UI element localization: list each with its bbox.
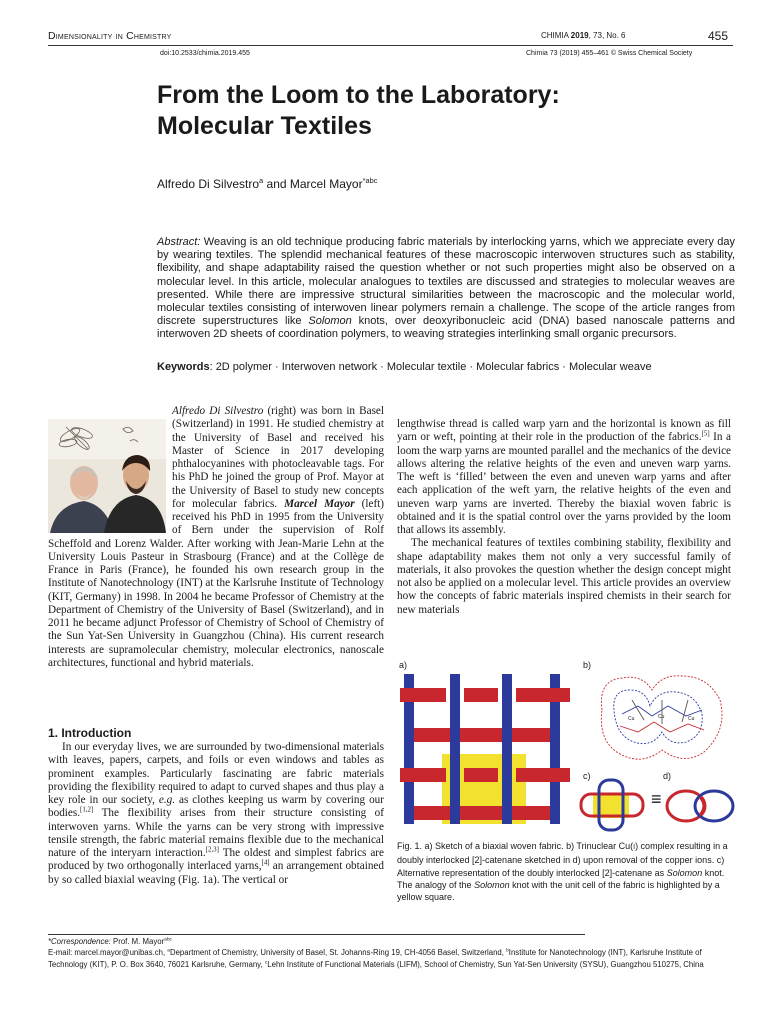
- intro-eg: e.g.: [158, 794, 176, 806]
- caption-text-4: knot with the unit cell of the fabric is highlighted by a yellow square.: [397, 879, 720, 903]
- abstract: [157, 236, 735, 342]
- bio-name-2: Marcel Mayor: [284, 497, 355, 510]
- catenane-diagram: [664, 784, 736, 828]
- affiliations: [48, 947, 738, 970]
- paragraph-1-text-b: In a loom the warp yarns are mounted parallel and the mechanics of the device allows altering the relative heights of the even and uneven warp yarns. The weft is ‘filled’ between the even and uneven warp yarns and after each application of the weft yarn, the relative heights of the even and uneven warp yarns are inverted. Thereby the biaxial woven fabric is obtained and it is the spatial control over the yarns provided by the loom that allows its assembly.: [397, 431, 731, 536]
- intro-text-1: In our everyday lives, we are surrounded by two-dimensional materials with leaves, papers, carpets, and foils or even windows and tables as prominent examples. Particularly fascinating are fabric materials providing the flexibility required to adapt to curved shapes and thus play a key role in our society,: [48, 741, 384, 806]
- author-bio: [48, 405, 384, 670]
- intro-text-4: The oldest and simplest fabrics are produced by two orthogonally interlaced yarns,: [48, 847, 384, 873]
- caption-solomon-2: Solomon: [474, 879, 510, 890]
- bio-text-2: (left) received his PhD in 1995 from the University of Bern under the supervision of Rolf Scheffold and Lorenz Walder. After working with Jean-Marie Lehn at the University Louis Pasteur in Strasbourg (France) and at the Collège de France in Paris (France), he founded his own research group in the Institute of Nanotechnology (INT) at the Karlsruhe Institute of Technology (KIT, Germany) in 1998. In 2004 he became Professor of Chemistry at the Department of Chemistry of the University of Basel (Switzerland), and in 2011 he became adjunct Professor of Chemistry of School of Chemistry of the Sun Yat-Sen University in Guangzhou (China). His current research interests are supramolecular chemistry, molecular electronics, nanoscale architectures, functional and hybrid materials.: [48, 497, 384, 669]
- paragraph-1: [397, 418, 731, 537]
- abstract-text-1: Weaving is an old technique producing fabric materials by interlocking yarns, which we appreciate every day by wearing textiles. The splendid mechanical features of these macroscopic interwoven structures such as stability, flexibility, and shape adaptability raised the question whether or not such properties might also be observed on a molecular level. In this article, molecular analogues to textiles are discussed and strategies to molecular weaves are presented. While there are impressive structural similarities between the macroscopic and the molecular world, molecular textiles consisting of interwoven linear polymers remain a challenge. The scope of the article ranges from discrete superstructures like: [157, 236, 735, 328]
- article-title: [157, 80, 717, 142]
- footnote-rule: [48, 934, 585, 935]
- abstract-solomon: Solomon: [308, 315, 352, 328]
- cu-label-2: Cu: [658, 714, 665, 720]
- cu-label-1: Cu: [628, 716, 635, 722]
- journal-volume: , 73, No. 6: [588, 31, 626, 40]
- figure-label-d: d): [663, 771, 672, 781]
- caption-text-1: Fig. 1. a) Sketch of a biaxial woven fabric. b) Trinuclear Cu(: [397, 841, 634, 851]
- intro-text-3: The flexibility arises from their structure consisting of interwoven yarns. While the yarns can be very strong with impressive tensile strength, the fabric material remains flexible due to the mechanical nature of the interyarn interaction.: [48, 807, 384, 859]
- caption-text-2: ) complex resulting in a doubly interlocked [2]-catenane sketched in d) upon removal of the copper ions. c) Alternative representation of the doubly interlocked [2]-catenane as: [397, 841, 728, 878]
- author-photo: [48, 419, 166, 533]
- paragraph-1-text-a: lengthwise thread is called warp yarn and the horizontal is known as fill yarn or weft, pointing at their role in the production of the fabrics.: [397, 418, 731, 444]
- affiliation-a: Department of Chemistry, University of Basel, St. Johanns-Ring 19, CH-4056 Basel, Switzerland,: [169, 948, 507, 958]
- correspondence-sup: abc: [164, 937, 172, 943]
- paragraph-1-ref[interactable]: [5]: [701, 429, 710, 438]
- aff-c-sup: c: [264, 960, 268, 965]
- keywords: [157, 361, 735, 373]
- email[interactable]: E-mail: marcel.mayor@unibas.ch,: [48, 948, 168, 958]
- right-column-text: [397, 418, 731, 617]
- author-photo-image: [48, 419, 166, 533]
- cu-label-3: Cu: [688, 716, 695, 722]
- caption-solomon-1: Solomon: [666, 867, 703, 878]
- affiliation-c: Lehn Institute of Functional Materials (LIFM), School of Chemistry, Sun Yat-Sen University (SYSU), Guangzhou 510275, China: [267, 959, 704, 969]
- equivalence-sign: ≡: [651, 789, 662, 809]
- aff-a-sup: a: [167, 948, 170, 954]
- doi[interactable]: doi:10.2533/chimia.2019.455: [160, 50, 250, 57]
- keywords-label: Keywords: [157, 361, 210, 373]
- author-connector: and: [263, 177, 290, 191]
- caption-text-3: knot. The analogy of the: [397, 867, 725, 890]
- author-2-affiliation: *abc: [362, 176, 378, 185]
- keywords-text: : 2D polymer · Interwoven network · Molecular textile · Molecular fabrics · Molecular weave: [209, 361, 652, 373]
- abstract-label: Abstract:: [157, 236, 201, 248]
- affiliation-b: Institute for Nanotechnology (INT), Karlsruhe Institute of Technology (KIT), P. O. Box 3640, 76021 Karlsruhe, Germany,: [48, 948, 702, 969]
- author-1-affiliation: a: [259, 176, 264, 185]
- introduction-text: [48, 741, 384, 887]
- author-2: Marcel Mayor: [289, 177, 363, 191]
- author-1: Alfredo Di Silvestro: [157, 177, 260, 191]
- title-line-1: From the Loom to the Laboratory:: [157, 81, 560, 109]
- correspondence-name: Prof. M. Mayor: [110, 937, 165, 946]
- paragraph-2: The mechanical features of textiles combining stability, flexibility and shape adaptability makes them not only a very successful family of materials, it also provokes the question whether the design concept might not also be applied on a molecular level. This article provides an overview how the concepts of fabric materials inspired chemists in their search for new materials: [397, 537, 731, 616]
- page-number: 455: [708, 29, 729, 43]
- aff-b-sup: b: [506, 948, 509, 954]
- abstract-text-2: knots, over deoxyribonucleic acid (DNA) based nanoscale patterns and interwoven 2D sheets of coordination polymers, to weaving strategies interlinking small organic precursors.: [157, 315, 735, 341]
- figure-label-a: a): [399, 660, 408, 670]
- bio-text-1: (right) was born in Basel (Switzerland) in 1991. He studied chemistry at the University of Basel and received his Master of Science in 2017 developing phthalocyanines with photocleavable tags. For his PhD he joined the group of Prof. Mayor at the University of Basel to study new concepts for molecular fabrics.: [172, 405, 384, 510]
- woven-fabric-sketch: [400, 672, 570, 832]
- authors: [157, 177, 377, 191]
- figure-label-b: b): [583, 660, 592, 670]
- correspondence-label: *Correspondence:: [48, 937, 111, 946]
- caption-oxidation-state: I: [633, 844, 636, 851]
- figure-caption: [397, 840, 732, 903]
- intro-ref-2[interactable]: [2,3]: [205, 845, 219, 854]
- bio-name-1: Alfredo Di Silvestro: [172, 405, 264, 417]
- intro-ref-3[interactable]: [4]: [261, 858, 270, 867]
- journal-year: 2019: [570, 31, 589, 40]
- citation: Chimia 73 (2019) 455–461 © Swiss Chemical Society: [526, 50, 693, 57]
- figure-label-c: c): [583, 771, 591, 781]
- intro-text-2: as clothes keeping us warm by covering our bodies.: [48, 794, 384, 820]
- copper-complex-structure: [592, 670, 732, 770]
- section-header: Dimensionality in Chemistry: [48, 30, 172, 42]
- section-heading-introduction: 1. Introduction: [48, 726, 132, 740]
- journal-issue: [541, 31, 626, 40]
- title-line-2: Molecular Textiles: [157, 112, 372, 140]
- correspondence: [48, 936, 738, 947]
- intro-ref-1[interactable]: [1,2]: [80, 805, 94, 814]
- journal-name: CHIMIA: [541, 31, 569, 40]
- intro-text-5: an arrangement obtained by so called biaxial weaving (Fig. 1a). The vertical or: [48, 860, 384, 886]
- solomon-knot-diagram: [577, 778, 649, 832]
- header-rule: [48, 45, 733, 46]
- footnote: [48, 936, 738, 970]
